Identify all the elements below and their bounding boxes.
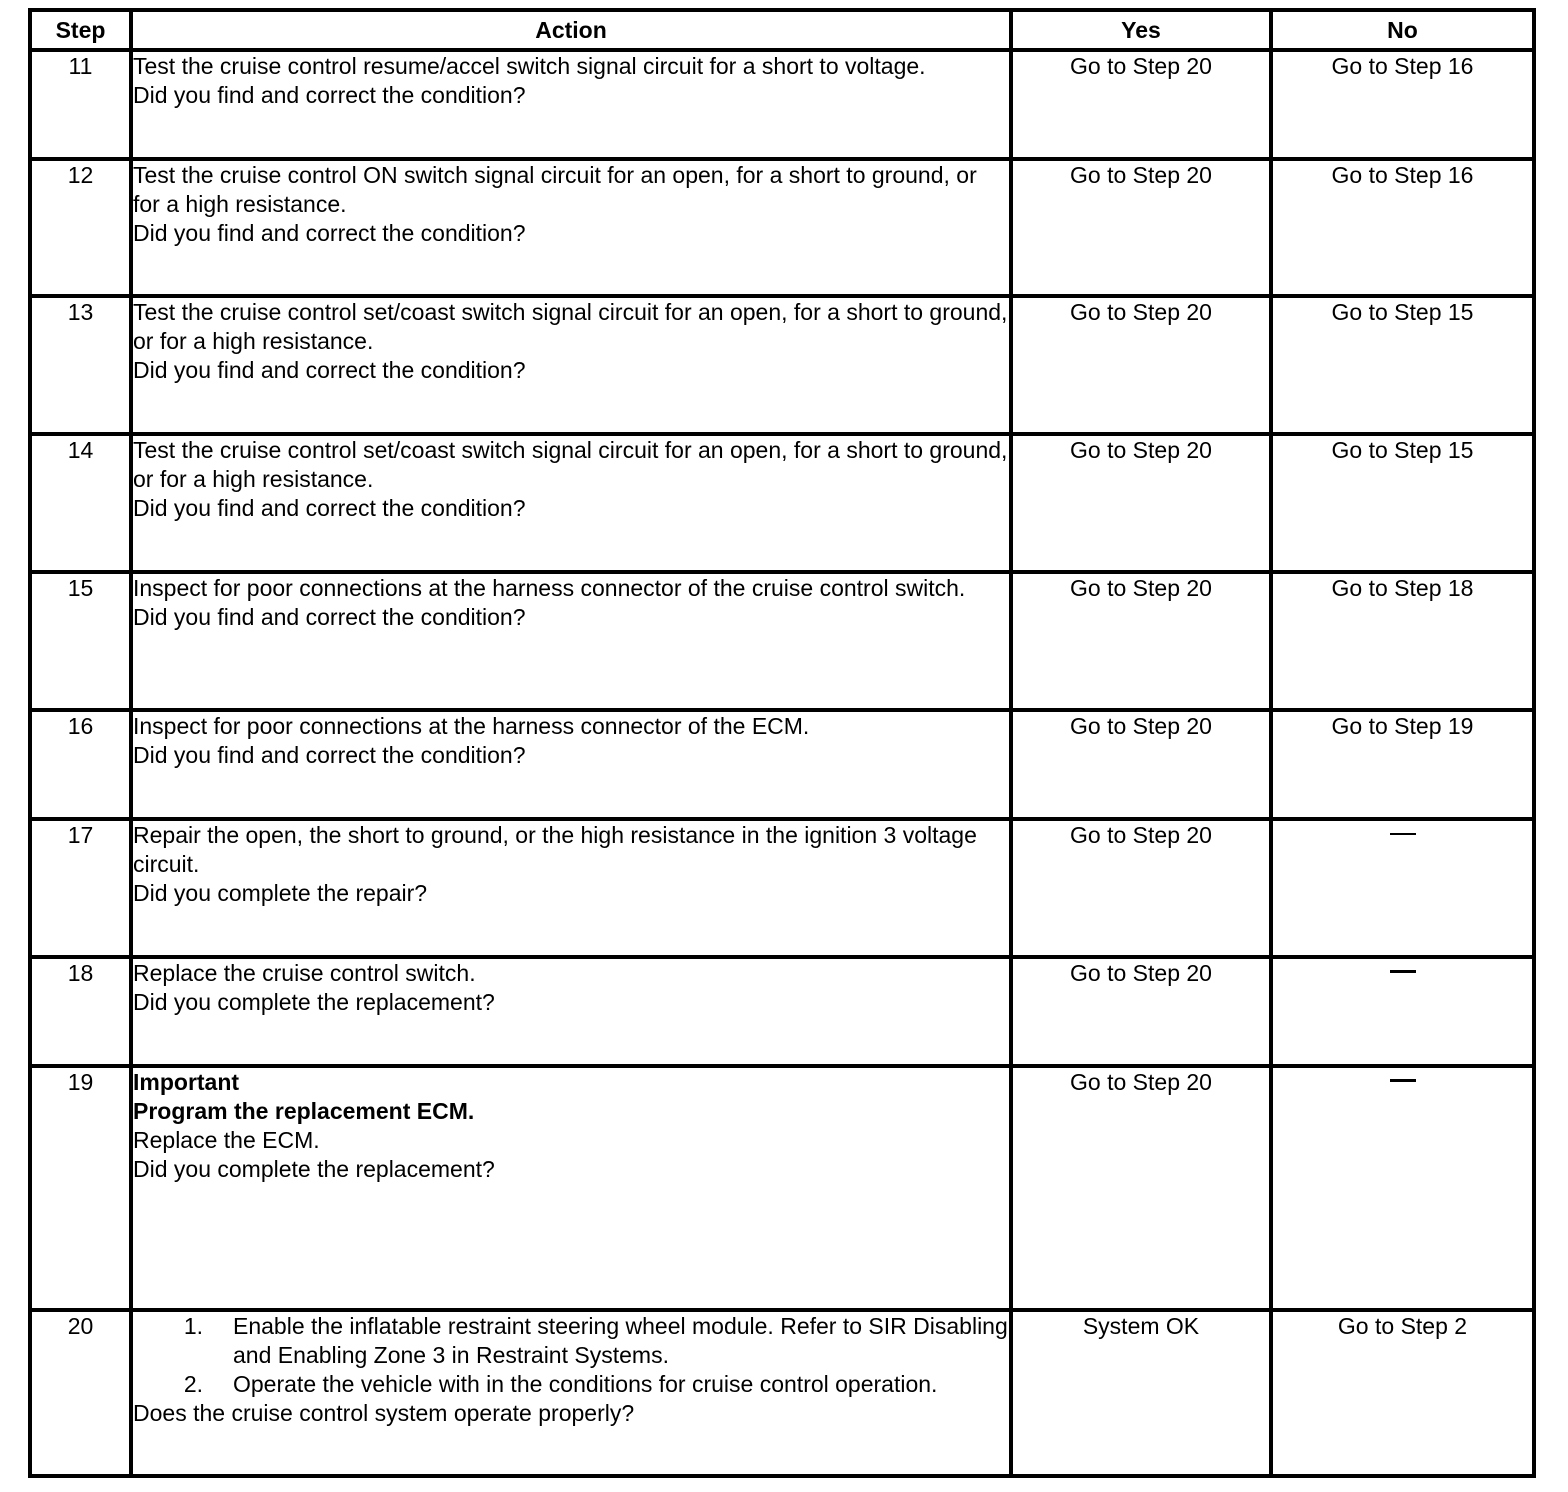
list-text: Enable the inflatable restraint steering wheel module. Refer to SIR Disabling and Enabling Zone 3 in Restraint Systems. — [233, 1313, 1008, 1368]
table-row — [30, 50, 1534, 159]
list-item — [133, 1370, 1009, 1399]
action-question: Did you complete the replacement? — [133, 989, 495, 1015]
step-number: 19 — [30, 1066, 131, 1310]
action-text: Inspect for poor connections at the harness connector of the cruise control switch. — [133, 575, 966, 601]
important-note: Program the replacement ECM. — [133, 1098, 475, 1124]
yes-result: Go to Step 20 — [1011, 957, 1271, 1066]
table-row — [30, 159, 1534, 296]
header-action: Action — [131, 10, 1011, 50]
list-number: 1. — [183, 1313, 203, 1339]
important-label: Important — [133, 1069, 240, 1095]
step-number: 13 — [30, 296, 131, 434]
action-question: Did you complete the repair? — [133, 880, 428, 906]
step-number: 12 — [30, 159, 131, 296]
em-dash — [1390, 970, 1416, 973]
header-yes: Yes — [1011, 10, 1271, 50]
yes-result: Go to Step 20 — [1011, 819, 1271, 957]
table-row — [30, 1066, 1534, 1310]
action-question: Did you find and correct the condition? — [133, 82, 526, 108]
step-number: 16 — [30, 710, 131, 819]
action-question: Did you find and correct the condition? — [133, 357, 526, 383]
no-result: Go to Step 16 — [1271, 159, 1534, 296]
no-result — [1271, 819, 1534, 957]
action-cell — [131, 710, 1011, 819]
no-result: Go to Step 18 — [1271, 572, 1534, 710]
table-row — [30, 1310, 1534, 1476]
action-cell — [131, 50, 1011, 159]
table-row — [30, 296, 1534, 434]
list-item — [133, 1312, 1009, 1370]
yes-result: Go to Step 20 — [1011, 50, 1271, 159]
yes-result: Go to Step 20 — [1011, 159, 1271, 296]
action-question: Does the cruise control system operate properly? — [133, 1400, 635, 1426]
no-result: Go to Step 15 — [1271, 434, 1534, 572]
yes-result: Go to Step 20 — [1011, 1066, 1271, 1310]
em-dash — [1390, 1079, 1416, 1082]
table-row — [30, 957, 1534, 1066]
table-row — [30, 710, 1534, 819]
table-row — [30, 572, 1534, 710]
step-number: 18 — [30, 957, 131, 1066]
action-cell — [131, 819, 1011, 957]
action-question: Did you find and correct the condition? — [133, 742, 526, 768]
action-question: Did you complete the replacement? — [133, 1156, 495, 1182]
no-result: Go to Step 19 — [1271, 710, 1534, 819]
step-number: 11 — [30, 50, 131, 159]
diagnostic-table — [28, 8, 1536, 1478]
no-result: Go to Step 16 — [1271, 50, 1534, 159]
yes-result: Go to Step 20 — [1011, 572, 1271, 710]
action-cell — [131, 159, 1011, 296]
step-number: 14 — [30, 434, 131, 572]
action-question: Did you find and correct the condition? — [133, 604, 526, 630]
action-question: Did you find and correct the condition? — [133, 220, 526, 246]
action-cell — [131, 1310, 1011, 1476]
action-text: Test the cruise control resume/accel switch signal circuit for a short to voltage. — [133, 53, 926, 79]
header-row — [30, 10, 1534, 50]
action-cell — [131, 957, 1011, 1066]
action-cell — [131, 1066, 1011, 1310]
header-step: Step — [30, 10, 131, 50]
step-number: 17 — [30, 819, 131, 957]
action-text: Test the cruise control set/coast switch signal circuit for an open, for a short to ground, or for a high resistance. — [133, 437, 1008, 492]
action-text: Replace the cruise control switch. — [133, 960, 476, 986]
yes-result: System OK — [1011, 1310, 1271, 1476]
list-number: 2. — [183, 1371, 203, 1397]
action-cell — [131, 296, 1011, 434]
action-question: Did you find and correct the condition? — [133, 495, 526, 521]
no-result — [1271, 957, 1534, 1066]
action-cell — [131, 434, 1011, 572]
yes-result: Go to Step 20 — [1011, 296, 1271, 434]
action-text: Test the cruise control set/coast switch signal circuit for an open, for a short to ground, or for a high resistance. — [133, 299, 1008, 354]
yes-result: Go to Step 20 — [1011, 434, 1271, 572]
action-cell — [131, 572, 1011, 710]
action-text: Inspect for poor connections at the harness connector of the ECM. — [133, 713, 810, 739]
list-text: Operate the vehicle with in the conditions for cruise control operation. — [233, 1371, 938, 1397]
action-text: Replace the ECM. — [133, 1127, 320, 1153]
step-number: 20 — [30, 1310, 131, 1476]
procedure-list — [133, 1312, 1009, 1399]
no-result: Go to Step 15 — [1271, 296, 1534, 434]
action-text: Repair the open, the short to ground, or the high resistance in the ignition 3 voltage circuit. — [133, 822, 977, 877]
em-dash — [1390, 833, 1416, 835]
no-result: Go to Step 2 — [1271, 1310, 1534, 1476]
header-no: No — [1271, 10, 1534, 50]
action-text: Test the cruise control ON switch signal circuit for an open, for a short to ground, or for a high resistance. — [133, 162, 977, 217]
yes-result: Go to Step 20 — [1011, 710, 1271, 819]
table-row — [30, 819, 1534, 957]
table-row — [30, 434, 1534, 572]
no-result — [1271, 1066, 1534, 1310]
step-number: 15 — [30, 572, 131, 710]
